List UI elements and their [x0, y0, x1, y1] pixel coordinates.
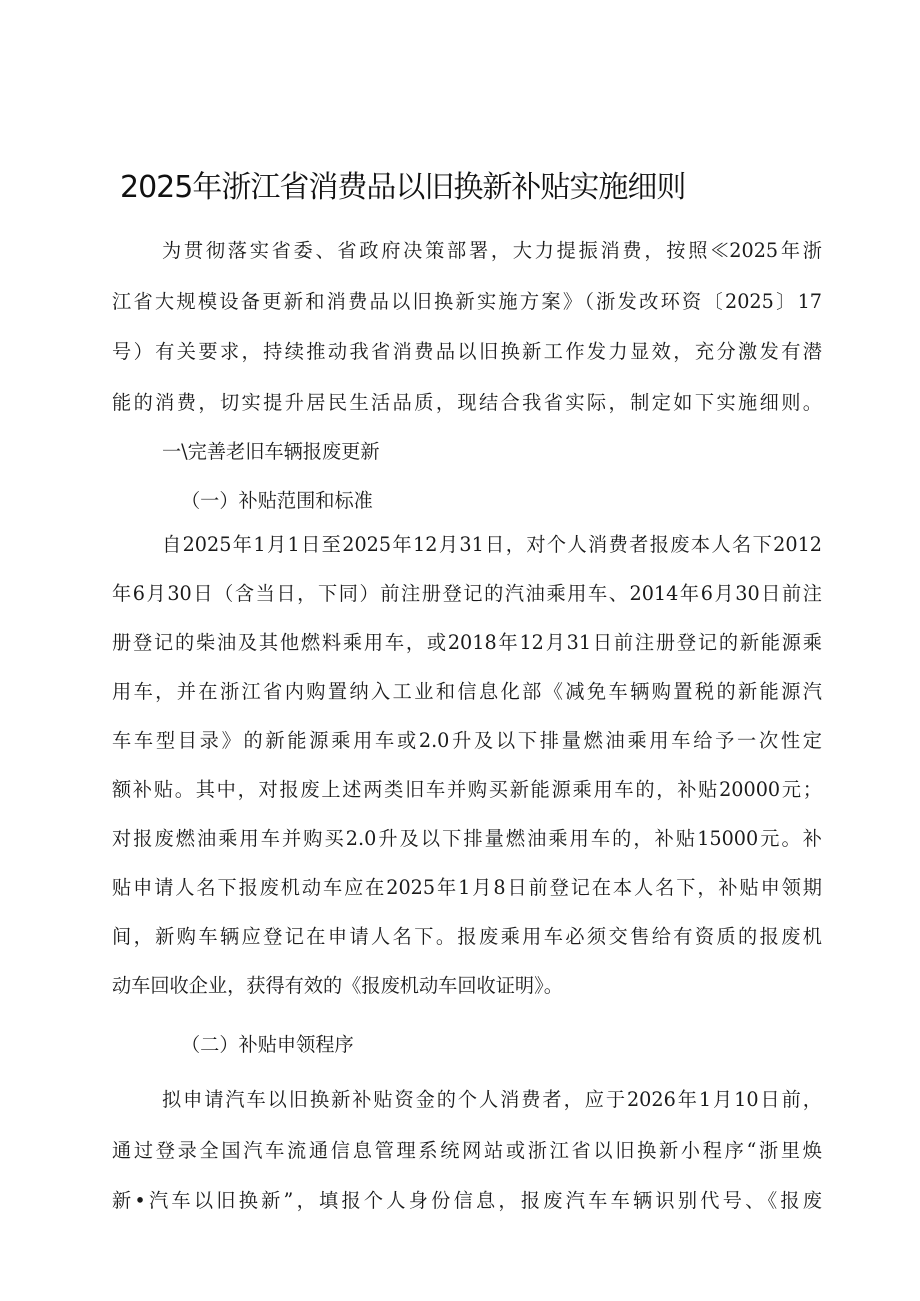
section-heading: 一\完善老旧车辆报废更新 — [162, 440, 380, 463]
paragraph-line: 册登记的柴油及其他燃料乘用车，或2018年12月31日前注册登记的新能源乘 — [112, 631, 822, 654]
document-title: 2025年浙江省消费品以旧换新补贴实施细则 — [120, 170, 686, 205]
intro-line: 号）有关要求，持续推动我省消费品以旧换新工作发力显效，充分激发有潜 — [112, 340, 822, 363]
paragraph-line: 拟申请汽车以旧换新补贴资金的个人消费者，应于2026年1月10日前， — [162, 1088, 822, 1111]
paragraph-line: 动车回收企业，获得有效的《报废机动车回收证明》。 — [112, 974, 563, 997]
paragraph-line: 额补贴。其中，对报废上述两类旧车并购买新能源乘用车的，补贴20000元； — [112, 778, 822, 801]
subsection-heading: （二）补贴申领程序 — [181, 1033, 354, 1056]
paragraph-line: 自2025年1月1日至2025年12月31日，对个人消费者报废本人名下2012 — [162, 533, 822, 556]
intro-line: 为贯彻落实省委、省政府决策部署，大力提振消费，按照≪2025年浙 — [162, 239, 822, 262]
subsection-heading: （一）补贴范围和标准 — [181, 489, 373, 512]
paragraph-line: 对报废燃油乘用车并购买2.0升及以下排量燃油乘用车的，补贴15000元。补 — [112, 827, 822, 850]
paragraph-line: 用车，并在浙江省内购置纳入工业和信息化部《减免车辆购置税的新能源汽 — [112, 680, 822, 703]
intro-line: 能的消费，切实提升居民生活品质，现结合我省实际，制定如下实施细则。 — [112, 391, 822, 414]
paragraph-line: 新•汽车以旧换新”，填报个人身份信息，报废汽车车辆识别代号、《报废 — [112, 1189, 822, 1212]
intro-line: 江省大规模设备更新和消费品以旧换新实施方案》（浙发改环资〔2025〕17 — [112, 290, 822, 313]
paragraph-line: 通过登录全国汽车流通信息管理系统网站或浙江省以旧换新小程序“浙里焕 — [112, 1139, 822, 1162]
paragraph-line: 车车型目录》的新能源乘用车或2.0升及以下排量燃油乘用车给予一次性定 — [112, 729, 822, 752]
paragraph-line: 年6月30日（含当日，下同）前注册登记的汽油乘用车、2014年6月30日前注 — [112, 582, 822, 605]
paragraph-line: 间，新购车辆应登记在申请人名下。报废乘用车必须交售给有资质的报废机 — [112, 925, 822, 948]
paragraph-line: 贴申请人名下报废机动车应在2025年1月8日前登记在本人名下，补贴申领期 — [112, 876, 822, 899]
